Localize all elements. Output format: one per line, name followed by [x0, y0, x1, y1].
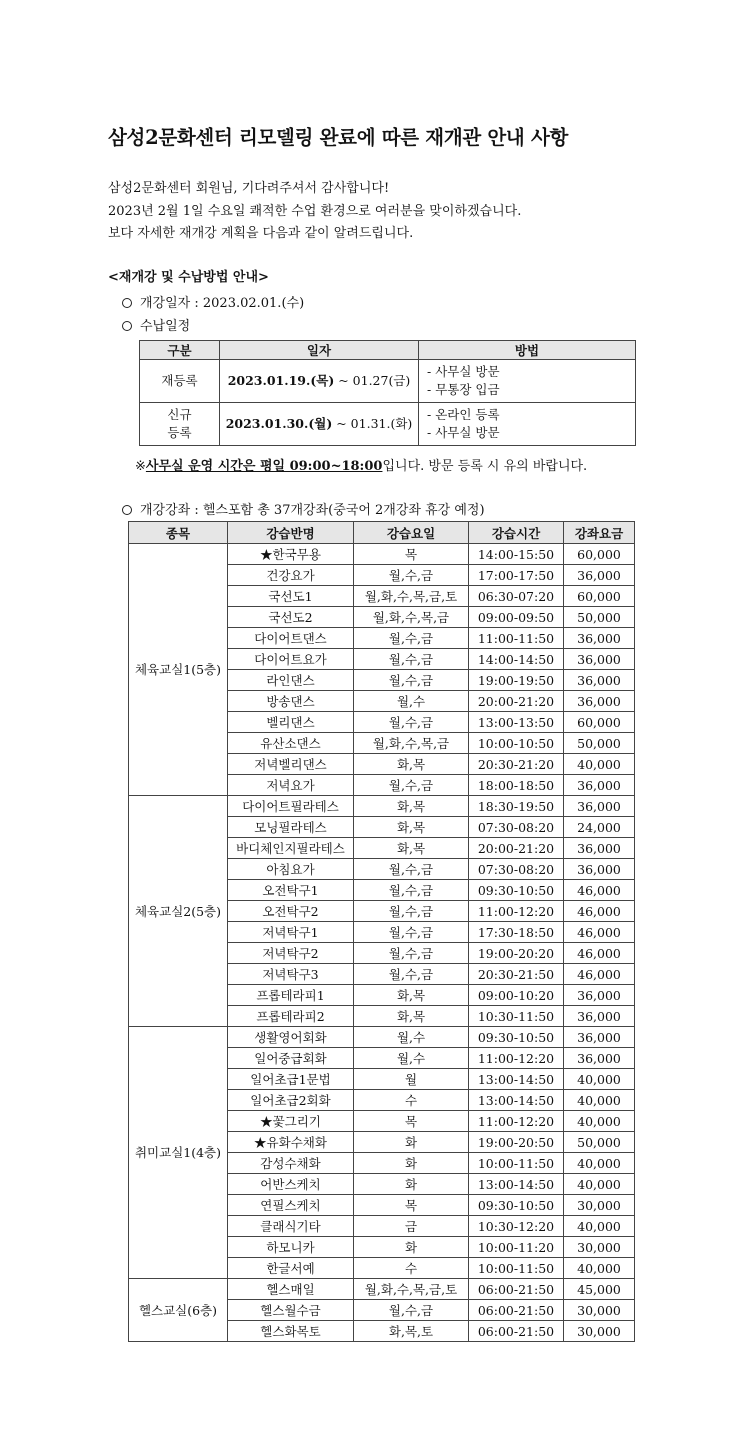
opening-date-item [122, 292, 304, 311]
course-name: 다이어트요가 [228, 649, 354, 670]
course-time: 10:30-12:20 [469, 1216, 564, 1237]
intro-line: 삼성2문화센터 회원님, 기다려주셔서 감사합니다! [108, 181, 390, 196]
course-days: 월,화,수,목,금 [354, 607, 469, 628]
course-days: 월,수,금 [354, 649, 469, 670]
course-time: 10:00-11:20 [469, 1237, 564, 1258]
course-days: 월,수,금 [354, 859, 469, 880]
course-name: 일어초급1문법 [228, 1069, 354, 1090]
registration-date: 2023.01.19.(목) ~ 01.27(금) [220, 360, 419, 403]
payment-schedule-item [122, 315, 190, 334]
course-time: 17:30-18:50 [469, 922, 564, 943]
courses-label: 개강강좌 : 헬스포함 총 37개강좌(중국어 2개강좌 휴강 예정) [140, 503, 485, 518]
course-fee: 30,000 [564, 1195, 635, 1216]
course-name: 헬스월수금 [228, 1300, 354, 1321]
table-row [140, 360, 636, 403]
course-time: 06:00-21:50 [469, 1279, 564, 1300]
course-time: 18:00-18:50 [469, 775, 564, 796]
course-name: ★유화수채화 [228, 1132, 354, 1153]
course-days: 목 [354, 1111, 469, 1132]
course-days: 월,수,금 [354, 628, 469, 649]
course-name: 프롭테라피1 [228, 985, 354, 1006]
course-table [128, 521, 635, 1342]
course-name: 다이어트필라테스 [228, 796, 354, 817]
course-days: 화 [354, 1174, 469, 1195]
table-header-row [129, 522, 635, 544]
course-name: ★꽃그리기 [228, 1111, 354, 1132]
course-time: 19:00-20:20 [469, 943, 564, 964]
course-fee: 30,000 [564, 1321, 635, 1342]
course-fee: 40,000 [564, 1216, 635, 1237]
course-days: 월,수,금 [354, 943, 469, 964]
registration-date: 2023.01.30.(월) ~ 01.31.(화) [220, 403, 419, 446]
course-time: 18:30-19:50 [469, 796, 564, 817]
room-cell: 체육교실2(5층) [129, 796, 228, 1027]
course-time: 06:30-07:20 [469, 586, 564, 607]
course-time: 10:30-11:50 [469, 1006, 564, 1027]
course-time: 11:00-12:20 [469, 901, 564, 922]
course-days: 목 [354, 544, 469, 565]
course-days: 월,수,금 [354, 775, 469, 796]
intro-line: 보다 자세한 재개강 계획을 다음과 같이 알려드립니다. [108, 226, 414, 241]
course-days: 화 [354, 1153, 469, 1174]
course-fee: 46,000 [564, 901, 635, 922]
course-time: 09:30-10:50 [469, 880, 564, 901]
course-days: 화,목 [354, 817, 469, 838]
course-time: 20:00-21:20 [469, 691, 564, 712]
section-title: <재개강 및 수납방법 안내> [108, 270, 269, 285]
course-days: 화,목 [354, 796, 469, 817]
course-time: 13:00-14:50 [469, 1174, 564, 1195]
registration-type: 신규 등록 [140, 403, 220, 446]
room-cell: 취미교실1(4층) [129, 1027, 228, 1279]
course-name: 오전탁구2 [228, 901, 354, 922]
course-days: 월 [354, 1069, 469, 1090]
course-fee: 36,000 [564, 565, 635, 586]
course-fee: 36,000 [564, 1006, 635, 1027]
table-row [129, 1027, 635, 1048]
course-name: 유산소댄스 [228, 733, 354, 754]
course-name: ★한국무용 [228, 544, 354, 565]
course-days: 월,수,금 [354, 964, 469, 985]
course-fee: 46,000 [564, 964, 635, 985]
course-name: 저녁벨리댄스 [228, 754, 354, 775]
course-fee: 40,000 [564, 1069, 635, 1090]
course-name: 건강요가 [228, 565, 354, 586]
header-fee: 강좌요금 [564, 522, 635, 544]
course-days: 월,화,수,목,금 [354, 733, 469, 754]
course-name: 국선도1 [228, 586, 354, 607]
header-date: 일자 [220, 341, 419, 360]
page-title: 삼성2문화센터 리모델링 완료에 따른 재개관 안내 사항 [108, 126, 569, 149]
table-row [140, 403, 636, 446]
course-days: 수 [354, 1090, 469, 1111]
header-class: 강습반명 [228, 522, 354, 544]
course-name: 클래식기타 [228, 1216, 354, 1237]
course-days: 화 [354, 1132, 469, 1153]
intro-text [108, 178, 521, 246]
course-name: 다이어트댄스 [228, 628, 354, 649]
course-name: 어반스케치 [228, 1174, 354, 1195]
course-fee: 60,000 [564, 586, 635, 607]
course-fee: 40,000 [564, 1174, 635, 1195]
course-name: 생활영어회화 [228, 1027, 354, 1048]
registration-type: 재등록 [140, 360, 220, 403]
registration-method: - 온라인 등록 - 사무실 방문 [419, 403, 636, 446]
course-fee: 50,000 [564, 607, 635, 628]
course-name: 연필스케치 [228, 1195, 354, 1216]
course-time: 14:00-14:50 [469, 649, 564, 670]
course-time: 19:00-20:50 [469, 1132, 564, 1153]
course-days: 월,수,금 [354, 670, 469, 691]
course-days: 월,수,금 [354, 1300, 469, 1321]
course-time: 11:00-11:50 [469, 628, 564, 649]
course-fee: 60,000 [564, 712, 635, 733]
course-days: 화 [354, 1237, 469, 1258]
header-time: 강습시간 [469, 522, 564, 544]
course-time: 10:00-11:50 [469, 1258, 564, 1279]
course-name: 헬스매일 [228, 1279, 354, 1300]
course-fee: 36,000 [564, 1027, 635, 1048]
course-time: 07:30-08:20 [469, 817, 564, 838]
course-fee: 24,000 [564, 817, 635, 838]
course-fee: 36,000 [564, 796, 635, 817]
table-row [129, 544, 635, 565]
header-method: 방법 [419, 341, 636, 360]
course-fee: 30,000 [564, 1300, 635, 1321]
course-time: 06:00-21:50 [469, 1321, 564, 1342]
course-time: 13:00-14:50 [469, 1069, 564, 1090]
course-days: 화,목 [354, 754, 469, 775]
course-fee: 36,000 [564, 628, 635, 649]
course-fee: 36,000 [564, 838, 635, 859]
course-time: 07:30-08:20 [469, 859, 564, 880]
course-days: 월,수,금 [354, 565, 469, 586]
course-time: 11:00-12:20 [469, 1111, 564, 1132]
course-name: 벨리댄스 [228, 712, 354, 733]
header-room: 종목 [129, 522, 228, 544]
room-cell: 체육교실1(5층) [129, 544, 228, 796]
course-fee: 36,000 [564, 775, 635, 796]
table-row [129, 1279, 635, 1300]
course-time: 11:00-12:20 [469, 1048, 564, 1069]
course-name: 프롭테라피2 [228, 1006, 354, 1027]
course-time: 10:00-10:50 [469, 733, 564, 754]
course-name: 아침요가 [228, 859, 354, 880]
table-header-row [140, 341, 636, 360]
intro-line: 2023년 2월 1일 수요일 쾌적한 수업 환경으로 여러분을 맞이하겠습니다. [108, 203, 522, 219]
room-cell: 헬스교실(6층) [129, 1279, 228, 1342]
course-days: 월,화,수,목,금,토 [354, 1279, 469, 1300]
course-time: 06:00-21:50 [469, 1300, 564, 1321]
payment-schedule-table [139, 340, 636, 446]
course-table-body [129, 544, 635, 1342]
course-name: 바디체인지필라테스 [228, 838, 354, 859]
course-days: 화,목 [354, 838, 469, 859]
course-time: 13:00-13:50 [469, 712, 564, 733]
office-hours-note: ※사무실 운영 시간은 평일 09:00~18:00입니다. 방문 등록 시 유의 바랍니다. [135, 459, 588, 474]
course-name: 저녁탁구3 [228, 964, 354, 985]
course-fee: 46,000 [564, 943, 635, 964]
course-fee: 40,000 [564, 1258, 635, 1279]
course-fee: 40,000 [564, 1090, 635, 1111]
course-days: 수 [354, 1258, 469, 1279]
course-days: 월,수,금 [354, 922, 469, 943]
payment-schedule-label: 수납일정 [140, 319, 191, 334]
course-name: 라인댄스 [228, 670, 354, 691]
course-fee: 30,000 [564, 1237, 635, 1258]
course-fee: 50,000 [564, 1132, 635, 1153]
course-name: 헬스화목토 [228, 1321, 354, 1342]
course-days: 화,목 [354, 1006, 469, 1027]
course-days: 월,수 [354, 1048, 469, 1069]
course-time: 19:00-19:50 [469, 670, 564, 691]
course-time: 20:00-21:20 [469, 838, 564, 859]
course-fee: 36,000 [564, 1048, 635, 1069]
course-time: 09:30-10:50 [469, 1027, 564, 1048]
course-days: 월,화,수,목,금,토 [354, 586, 469, 607]
course-name: 오전탁구1 [228, 880, 354, 901]
table-row [129, 796, 635, 817]
course-fee: 60,000 [564, 544, 635, 565]
course-name: 국선도2 [228, 607, 354, 628]
course-name: 일어초급2회화 [228, 1090, 354, 1111]
header-days: 강습요일 [354, 522, 469, 544]
registration-method: - 사무실 방문 - 무통장 입금 [419, 360, 636, 403]
course-time: 10:00-11:50 [469, 1153, 564, 1174]
course-days: 화,목,토 [354, 1321, 469, 1342]
course-name: 저녁탁구2 [228, 943, 354, 964]
course-fee: 45,000 [564, 1279, 635, 1300]
course-name: 감성수채화 [228, 1153, 354, 1174]
course-name: 모닝필라테스 [228, 817, 354, 838]
course-fee: 36,000 [564, 670, 635, 691]
course-fee: 40,000 [564, 754, 635, 775]
course-days: 월,수,금 [354, 880, 469, 901]
course-days: 월,수 [354, 691, 469, 712]
circle-bullet-icon [122, 298, 132, 308]
course-fee: 46,000 [564, 922, 635, 943]
course-time: 09:30-10:50 [469, 1195, 564, 1216]
opening-date-text: 개강일자 : 2023.02.01.(수) [140, 296, 305, 311]
circle-bullet-icon [122, 505, 132, 515]
course-days: 화,목 [354, 985, 469, 1006]
course-days: 월,수,금 [354, 712, 469, 733]
course-time: 17:00-17:50 [469, 565, 564, 586]
course-days: 월,수 [354, 1027, 469, 1048]
course-fee: 36,000 [564, 985, 635, 1006]
course-time: 14:00-15:50 [469, 544, 564, 565]
course-days: 목 [354, 1195, 469, 1216]
course-fee: 50,000 [564, 733, 635, 754]
course-name: 하모니카 [228, 1237, 354, 1258]
header-type: 구분 [140, 341, 220, 360]
course-name: 일어중급회화 [228, 1048, 354, 1069]
course-fee: 36,000 [564, 859, 635, 880]
course-fee: 40,000 [564, 1111, 635, 1132]
course-fee: 40,000 [564, 1153, 635, 1174]
course-time: 09:00-10:20 [469, 985, 564, 1006]
course-name: 저녁탁구1 [228, 922, 354, 943]
course-time: 20:30-21:50 [469, 964, 564, 985]
circle-bullet-icon [122, 321, 132, 331]
course-name: 저녁요가 [228, 775, 354, 796]
courses-item [122, 499, 485, 518]
course-fee: 36,000 [564, 691, 635, 712]
course-time: 09:00-09:50 [469, 607, 564, 628]
course-fee: 36,000 [564, 649, 635, 670]
course-days: 금 [354, 1216, 469, 1237]
course-name: 방송댄스 [228, 691, 354, 712]
course-time: 20:30-21:20 [469, 754, 564, 775]
course-fee: 46,000 [564, 880, 635, 901]
course-days: 월,수,금 [354, 901, 469, 922]
course-name: 한글서예 [228, 1258, 354, 1279]
course-time: 13:00-14:50 [469, 1090, 564, 1111]
